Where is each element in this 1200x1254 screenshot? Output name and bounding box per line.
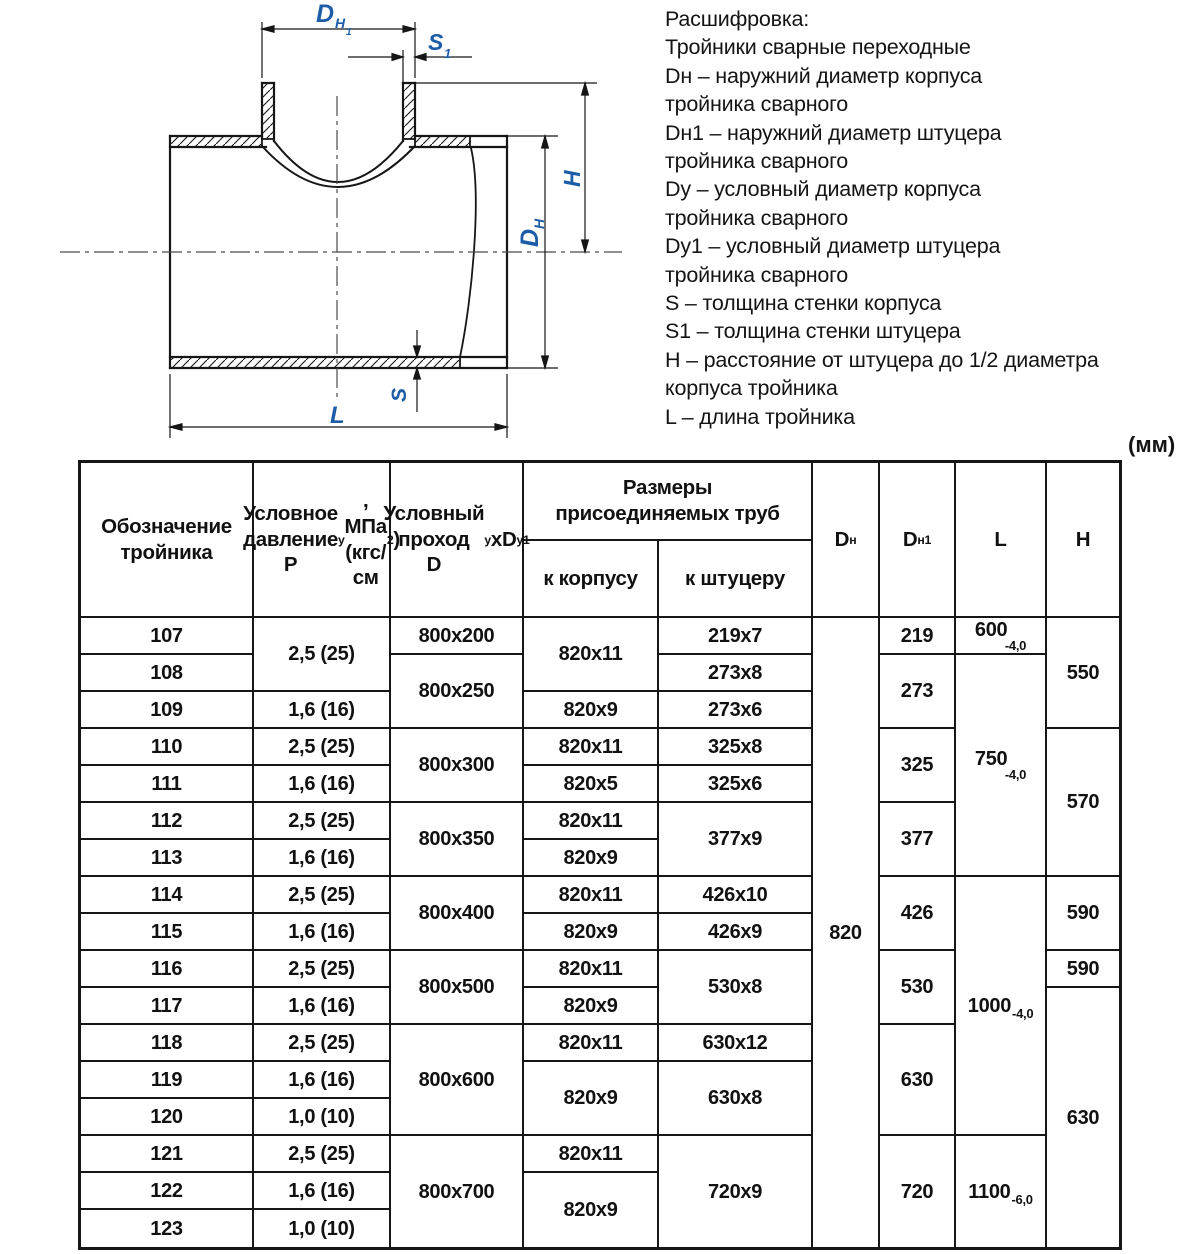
table-cell: 120 bbox=[81, 1099, 254, 1136]
table-cell: 121 bbox=[81, 1136, 254, 1173]
table-cell: 1,6 (16) bbox=[254, 988, 391, 1025]
table-header-cell: Размеры присоединяемых труб bbox=[524, 463, 813, 541]
table-cell: 590 bbox=[1047, 951, 1119, 988]
table-cell: 720 bbox=[880, 1136, 956, 1247]
table-cell: 720x9 bbox=[659, 1136, 813, 1247]
table-cell: 219x7 bbox=[659, 618, 813, 655]
table-cell: 108 bbox=[81, 655, 254, 692]
table-cell: 115 bbox=[81, 914, 254, 951]
table-cell: 119 bbox=[81, 1062, 254, 1099]
table-cell: 800x200 bbox=[391, 618, 524, 655]
table-cell: 273x8 bbox=[659, 655, 813, 692]
legend-line: L – длина тройника bbox=[665, 404, 855, 429]
table-cell: 1,0 (10) bbox=[254, 1210, 391, 1247]
table-cell: 2,5 (25) bbox=[254, 877, 391, 914]
table-cell: 820x9 bbox=[524, 914, 659, 951]
table-cell: 820x11 bbox=[524, 729, 659, 766]
table-cell: 530 bbox=[880, 951, 956, 1025]
legend-text bbox=[665, 5, 1185, 431]
table-cell: 1,6 (16) bbox=[254, 914, 391, 951]
dim-label-dn-sub: H bbox=[531, 218, 547, 229]
table-cell: 590 bbox=[1047, 877, 1119, 951]
dim-label-h: H bbox=[559, 170, 585, 187]
table-cell: 820x9 bbox=[524, 1173, 659, 1247]
table-cell: 800x250 bbox=[391, 655, 524, 729]
table-cell: 325x6 bbox=[659, 766, 813, 803]
hatched-walls bbox=[170, 83, 470, 368]
table-cell: 550 bbox=[1047, 618, 1119, 729]
table-cell: 113 bbox=[81, 840, 254, 877]
table-cell: 273 bbox=[880, 655, 956, 729]
table-cell: 325x8 bbox=[659, 729, 813, 766]
table-cell: 800x500 bbox=[391, 951, 524, 1025]
dim-label-l: L bbox=[330, 402, 345, 429]
table-cell: 2,5 (25) bbox=[254, 1025, 391, 1062]
table-cell: 2,5 (25) bbox=[254, 1136, 391, 1173]
center-lines bbox=[60, 96, 622, 400]
table-cell: 800x350 bbox=[391, 803, 524, 877]
table-cell: 1,6 (16) bbox=[254, 766, 391, 803]
table-header-cell: D н1 bbox=[880, 463, 956, 618]
table-cell: 1,6 (16) bbox=[254, 692, 391, 729]
table-cell: 273x6 bbox=[659, 692, 813, 729]
legend-line: S – толщина стенки корпуса bbox=[665, 291, 942, 316]
table-cell: 426x9 bbox=[659, 914, 813, 951]
table-cell: 325 bbox=[880, 729, 956, 803]
dim-label-dn: D bbox=[516, 228, 544, 247]
table-header-cell: L bbox=[956, 463, 1047, 618]
unit-note: (мм) bbox=[1128, 432, 1176, 457]
dim-label-dn1-sub2: 1 bbox=[346, 27, 352, 38]
legend-line: S1 – толщина стенки штуцера bbox=[665, 319, 961, 344]
table-cell: 1,6 (16) bbox=[254, 840, 391, 877]
table-cell: 426x10 bbox=[659, 877, 813, 914]
legend-line: Dу – условный диаметр корпуса bbox=[665, 177, 981, 202]
table-cell: 800x600 bbox=[391, 1025, 524, 1136]
table-cell: 820x11 bbox=[524, 1136, 659, 1173]
table-cell: 109 bbox=[81, 692, 254, 729]
legend-line: H – расстояние от штуцера до 1/2 диаметра bbox=[665, 347, 1099, 372]
table-cell: 800x400 bbox=[391, 877, 524, 951]
table-header-cell: к штуцеру bbox=[659, 541, 813, 618]
table-cell: 377 bbox=[880, 803, 956, 877]
legend-line: тройника сварного bbox=[665, 262, 849, 287]
legend-line: Расшифровка: bbox=[665, 7, 810, 31]
legend-line: тройника сварного bbox=[665, 205, 849, 230]
table-cell: 107 bbox=[81, 618, 254, 655]
table-cell: 820x11 bbox=[524, 951, 659, 988]
table-header-cell: H bbox=[1047, 463, 1119, 618]
table-cell: 820x11 bbox=[524, 877, 659, 914]
table-cell: 426 bbox=[880, 877, 956, 951]
table-cell: 630 bbox=[1066, 1106, 1100, 1129]
dim-label-s1: S bbox=[428, 29, 444, 55]
tee-drawing bbox=[0, 0, 660, 455]
table-header-cell: Обозначение тройника bbox=[81, 463, 254, 618]
table-cell: 1,6 (16) bbox=[254, 1062, 391, 1099]
table-cell: 112 bbox=[81, 803, 254, 840]
legend-line: тройника сварного bbox=[665, 92, 849, 117]
table-cell: 116 bbox=[81, 951, 254, 988]
table-cell: 118 bbox=[81, 1025, 254, 1062]
table-cell: 1,0 (10) bbox=[254, 1099, 391, 1136]
table-cell: 820x11 bbox=[524, 618, 659, 692]
dim-label-s1-sub: 1 bbox=[444, 46, 452, 61]
dim-label-dn1-sub: H bbox=[335, 15, 346, 31]
table-cell: 117 bbox=[81, 988, 254, 1025]
table-cell: 1,6 (16) bbox=[254, 1173, 391, 1210]
legend-line: Dу1 – условный диаметр штуцера bbox=[665, 234, 1001, 259]
table-cell: 2,5 (25) bbox=[254, 618, 391, 692]
table-cell: 2,5 (25) bbox=[254, 951, 391, 988]
legend-line: Тройники сварные переходные bbox=[665, 35, 971, 60]
table-cell: 219 bbox=[880, 618, 956, 655]
table-cell: 820x9 bbox=[524, 988, 659, 1025]
table-header-cell: Условное давление P у , МПа (кгс/см 2 ) bbox=[254, 463, 391, 618]
table-cell: 630 bbox=[880, 1025, 956, 1136]
table-cell: 114 bbox=[81, 877, 254, 914]
table-cell: 820x5 bbox=[524, 766, 659, 803]
dim-label-s: S bbox=[388, 387, 411, 402]
table-cell: 800x700 bbox=[391, 1136, 524, 1247]
table-cell: $1100_{-6,0}$ bbox=[956, 1136, 1047, 1247]
legend-line: Dн1 – наружний диаметр штуцера bbox=[665, 120, 1002, 145]
table-cell: 2,5 (25) bbox=[254, 729, 391, 766]
table-cell: 570 bbox=[1047, 729, 1119, 877]
table-header-cell: к корпусу bbox=[524, 541, 659, 618]
table-cell: 630x8 bbox=[659, 1062, 813, 1136]
table-cell: 123 bbox=[81, 1210, 254, 1247]
table-header-cell: Условный проход D у xD у1 bbox=[391, 463, 524, 618]
table-cell: 820x9 bbox=[524, 692, 659, 729]
table-header-cell: D н bbox=[813, 463, 880, 618]
table-cell: 820x9 bbox=[524, 1062, 659, 1136]
table-cell: 2,5 (25) bbox=[254, 803, 391, 840]
table-cell: 800x300 bbox=[391, 729, 524, 803]
table-cell: 750 -4,0 bbox=[956, 655, 1047, 877]
legend-line: корпуса тройника bbox=[665, 376, 838, 401]
table-cell: 600 -4,0 bbox=[956, 618, 1047, 655]
table-cell: 820 bbox=[813, 618, 880, 1247]
table-cell: 630x12 bbox=[659, 1025, 813, 1062]
dimension-table bbox=[78, 460, 1122, 1250]
table-cell: 377x9 bbox=[659, 803, 813, 877]
tee-outline bbox=[170, 83, 507, 368]
table-cell: $1000_{-4,0}$ bbox=[956, 877, 1047, 1136]
table-cell: 111 bbox=[81, 766, 254, 803]
table-cell: 530x8 bbox=[659, 951, 813, 1025]
table-cell: 820x11 bbox=[524, 803, 659, 840]
legend-line: тройника сварного bbox=[665, 149, 849, 174]
table-cell: 820x9 bbox=[524, 840, 659, 877]
table-cell: 110 bbox=[81, 729, 254, 766]
dim-label-dn1: D bbox=[316, 0, 335, 28]
table-cell: 820x11 bbox=[524, 1025, 659, 1062]
legend-line: Dн – наружний диаметр корпуса bbox=[665, 63, 983, 88]
table-cell: 122 bbox=[81, 1173, 254, 1210]
